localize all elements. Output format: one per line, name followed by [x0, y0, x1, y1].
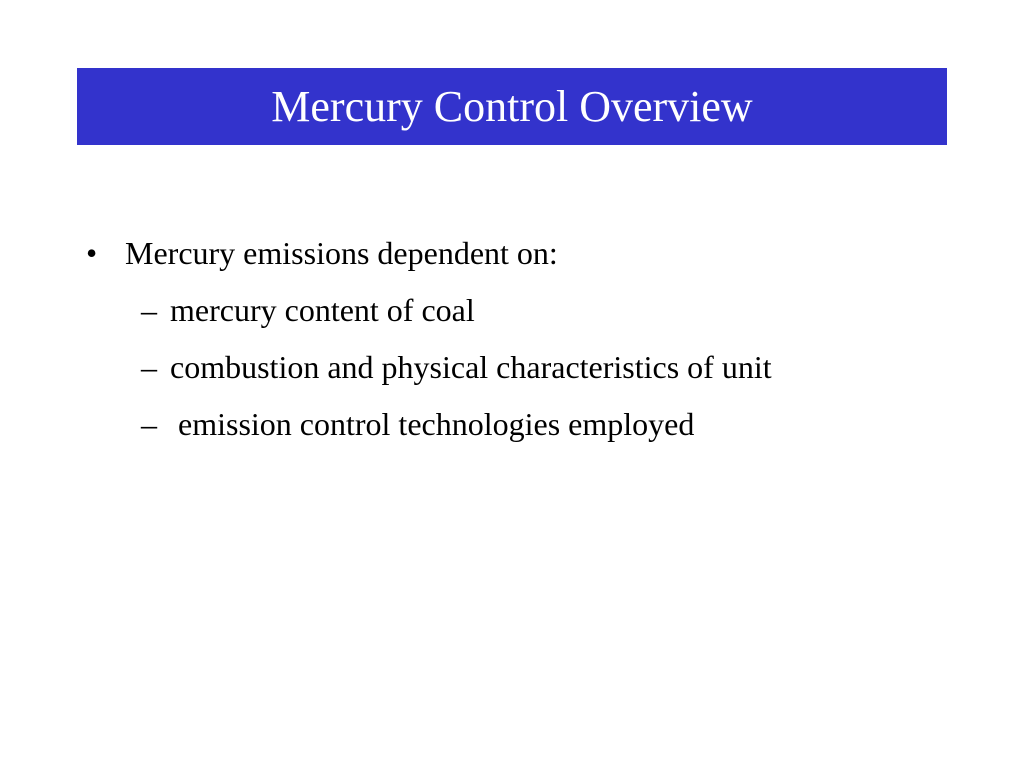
sub-item-text: mercury content of coal: [170, 292, 475, 328]
bullet-text: Mercury emissions dependent on:: [125, 235, 558, 271]
slide-content: [86, 233, 986, 461]
bullet-icon: •: [86, 235, 98, 271]
title-bar: [77, 68, 947, 145]
slide-title: Mercury Control Overview: [271, 81, 753, 131]
bullet-item: [86, 233, 986, 273]
sub-item: [86, 404, 986, 444]
sub-item: [86, 347, 986, 387]
sub-item-text: combustion and physical characteristics of unit: [170, 349, 772, 385]
dash-icon: –: [141, 292, 157, 328]
sub-item-text: emission control technologies employed: [170, 406, 695, 442]
dash-icon: –: [141, 349, 157, 385]
dash-icon: –: [141, 406, 157, 442]
sub-item: [86, 290, 986, 330]
